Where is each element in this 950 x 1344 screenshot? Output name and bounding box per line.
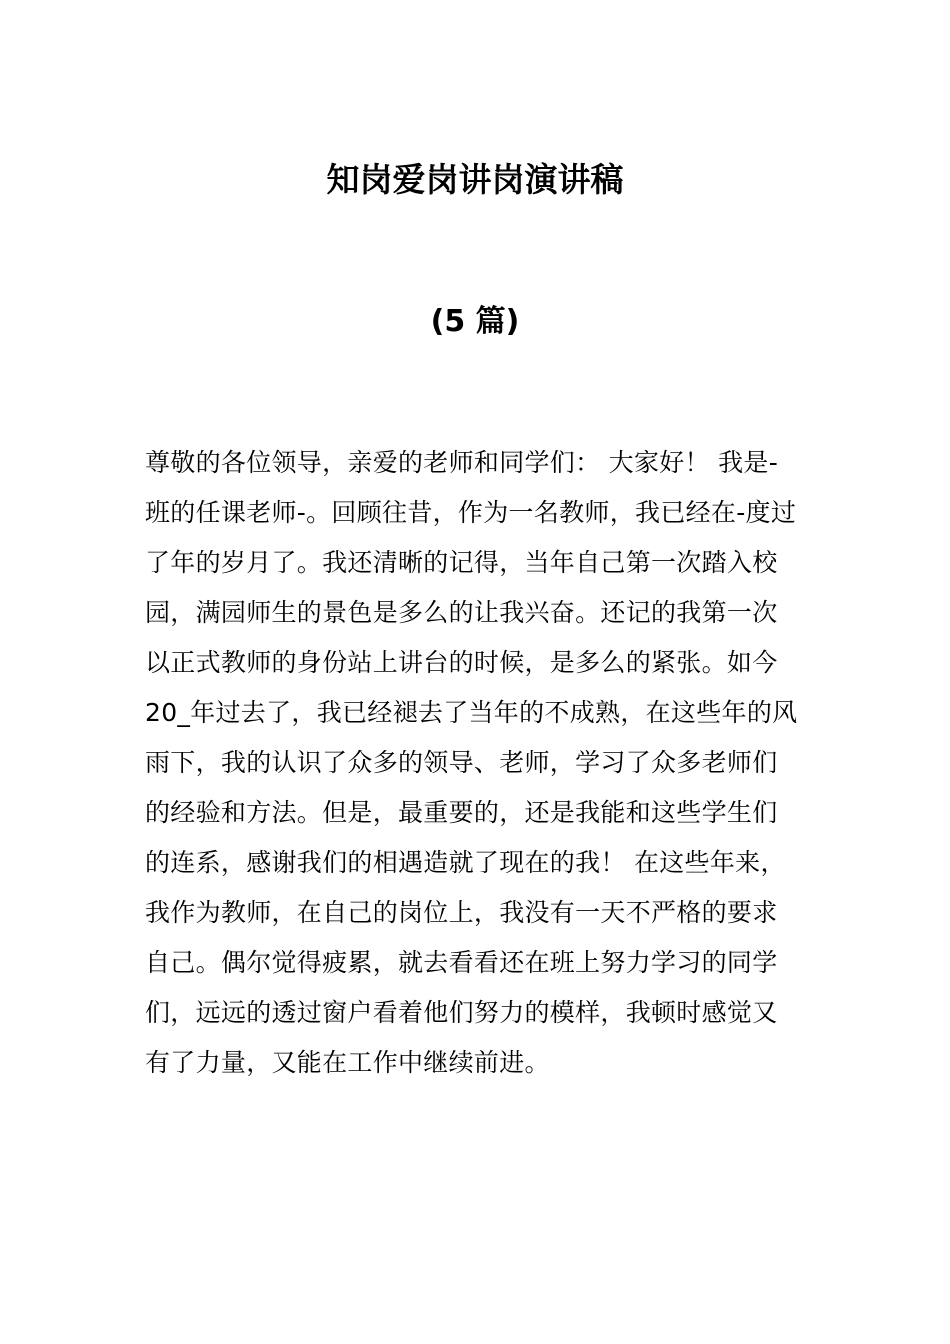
body-line: 了年的岁月了。我还清晰的记得，当年自己第一次踏入校 [145,548,778,577]
body-line: 的连系，感谢我们的相遇造就了现在的我！ 在这些年来， [145,848,786,877]
document-subtitle: (5 篇) [430,304,520,339]
body-line: 有了力量，又能在工作中继续前进。 [145,1048,550,1077]
document-body [145,438,810,1088]
body-line: 尊敬的各位领导，亲爱的老师和同学们： 大家好！ 我是- [145,448,779,477]
body-line: 的经验和方法。但是，最重要的，还是我能和这些学生们 [145,798,778,827]
body-line: 我作为教师，在自己的岗位上，我没有一天不严格的要求 [145,898,778,927]
body-line: 们，远远的透过窗户看着他们努力的模样，我顿时感觉又 [145,998,778,1027]
body-line: 雨下，我的认识了众多的领导、老师，学习了众多老师们 [145,748,778,777]
body-line: 自己。偶尔觉得疲累，就去看看还在班上努力学习的同学 [145,948,778,977]
body-line: 20_年过去了，我已经褪去了当年的不成熟，在这些年的风 [145,698,798,727]
body-line: 班的任课老师-。回顾往昔，作为一名教师，我已经在-度过 [145,498,797,527]
document-title: 知岗爱岗讲岗演讲稿 [326,160,624,199]
body-line: 园，满园师生的景色是多么的让我兴奋。还记的我第一次 [145,598,778,627]
body-line: 以正式教师的身份站上讲台的时候，是多么的紧张。如今 [145,648,778,677]
